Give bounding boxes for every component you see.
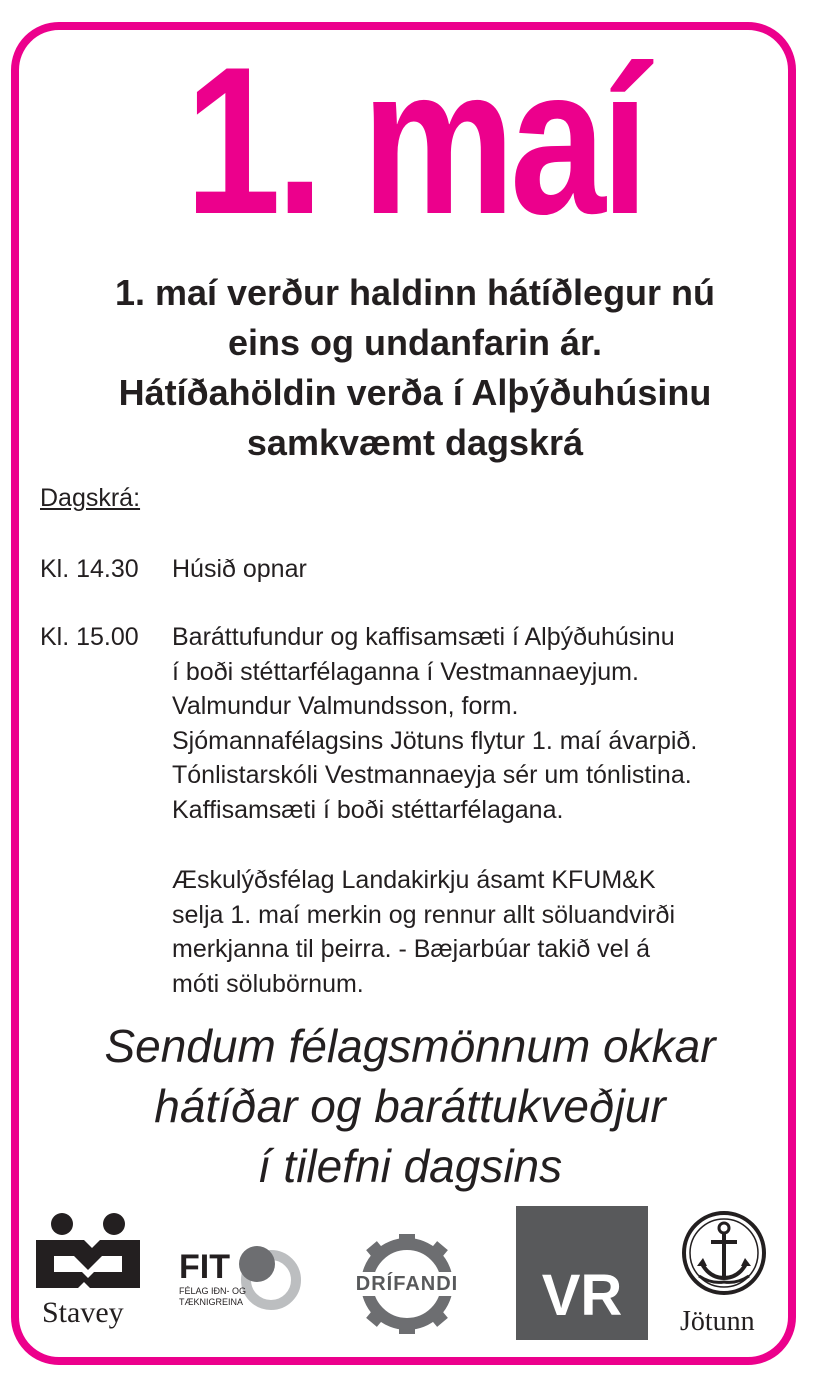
closing-line: Sendum félagsmönnum okkar (104, 1020, 716, 1072)
closing-line: í tilefni dagsins (257, 1140, 563, 1192)
program-line: móti sölubörnum. (172, 969, 364, 998)
program-line: selja 1. maí merkin og rennur allt söluandvirði (172, 900, 676, 929)
program-line: Húsið opnar (172, 555, 307, 583)
program-line: Valmundur Valmundsson, form. (172, 692, 519, 720)
intro-text (40, 268, 790, 468)
closing-greeting (20, 1016, 800, 1196)
fit-subtitle (179, 1286, 246, 1308)
program-line: Tónlistarskóli Vestmannaeyja sér um tónlistina. (172, 761, 692, 789)
program-description (172, 552, 812, 587)
drifandi-logo (342, 1234, 472, 1334)
fit-logo (177, 1244, 307, 1314)
intro-line: eins og undanfarin ár. (227, 322, 603, 363)
program-line: Sjómannafélagsins Jötuns flytur 1. maí ávarpið. (172, 726, 698, 755)
program-line: Baráttufundur og kaffisamsæti í Alþýðuhúsinu (172, 623, 675, 651)
program-line: merkjanna til þeirra. - Bæjarbúar takið vel á (172, 935, 650, 963)
drifandi-wordmark: DRÍFANDI (355, 1273, 459, 1295)
vr-logo (516, 1206, 648, 1340)
program-title: Dagskrá: (40, 484, 141, 512)
stavey-logo (34, 1212, 142, 1342)
program-line: Kaffisamsæti í boði stéttarfélagana. (172, 795, 564, 824)
program-line: Æskulýðsfélag Landakirkju ásamt KFUM&K (172, 866, 656, 894)
intro-line: samkvæmt dagskrá (246, 422, 584, 463)
program-time: Kl. 15.00 (40, 623, 139, 651)
vr-wordmark: VR (541, 1263, 623, 1328)
jotunn-caption: Jötunn (680, 1306, 755, 1337)
sponsor-logos (0, 1200, 829, 1350)
stavey-symbol-icon (34, 1212, 142, 1290)
intro-line: 1. maí verður haldinn hátíðlegur nú (114, 272, 716, 313)
anchor-icon (681, 1210, 767, 1296)
fit-subtitle-line: TÆKNIGREINA (179, 1297, 244, 1307)
fit-wordmark: FIT (179, 1248, 230, 1286)
program-description (172, 620, 812, 1001)
jotunn-logo (676, 1210, 776, 1340)
program-line: í boði stéttarfélaganna í Vestmannaeyjum. (172, 657, 639, 686)
program-time: Kl. 14.30 (40, 555, 139, 583)
headline: 1. maí (185, 23, 644, 258)
intro-line: Hátíðahöldin verða í Alþýðuhúsinu (118, 372, 712, 413)
fit-subtitle-line: FÉLAG IÐN- OG (179, 1286, 247, 1296)
stavey-caption: Stavey (42, 1296, 124, 1329)
closing-line: hátíðar og baráttukveðjur (154, 1080, 666, 1132)
